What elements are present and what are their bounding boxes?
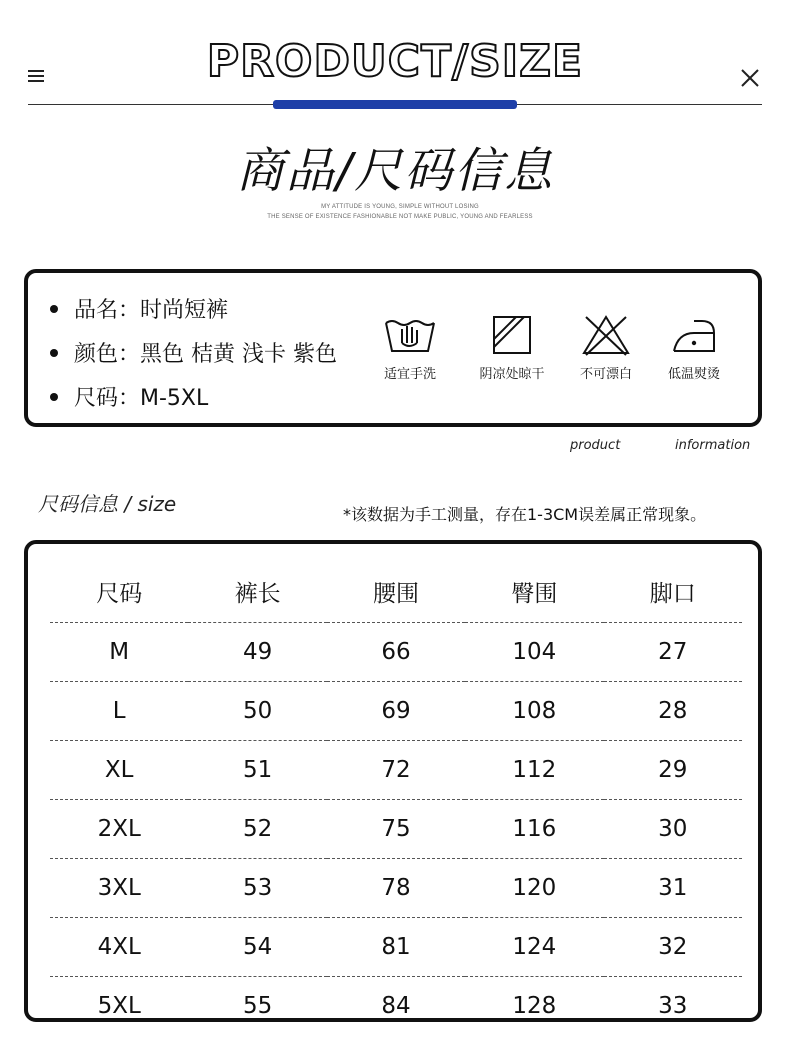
- bullet-icon: [50, 349, 58, 357]
- table-cell: 116: [465, 800, 603, 859]
- column-header: 尺码: [50, 560, 188, 623]
- table-cell: 33: [658, 993, 688, 1019]
- low-temp-iron-icon: [666, 313, 722, 357]
- product-sizes-item: [50, 381, 208, 412]
- column-header: 裤长: [188, 560, 326, 623]
- table-cell: 104: [465, 623, 603, 682]
- column-header: 腰围: [327, 560, 465, 623]
- care-label: 低温熨烫: [667, 367, 720, 382]
- table-cell: 29: [604, 741, 742, 800]
- product-sizes: 尺码：M-5XL: [74, 386, 209, 411]
- table-cell: 51: [188, 741, 326, 800]
- shade-dry-icon: [484, 313, 540, 357]
- care-label: 不可漂白: [579, 367, 632, 382]
- table-cell: 27: [604, 623, 742, 682]
- table-row: [50, 682, 742, 741]
- table-cell: 66: [327, 623, 465, 682]
- table-cell: M: [50, 623, 188, 682]
- care-label: 阴凉处晾干: [479, 367, 545, 382]
- product-colors-item: [50, 337, 337, 368]
- table-cell: 108: [465, 682, 603, 741]
- product-name: 品名：时尚短裤: [74, 298, 229, 323]
- table-cell: 124: [465, 918, 603, 977]
- table-cell: 128: [512, 993, 557, 1019]
- table-cell: 53: [188, 859, 326, 918]
- section-title: 商品/尺码信息: [235, 143, 555, 199]
- table-cell: 2XL: [50, 800, 188, 859]
- table-cell: 55: [242, 993, 273, 1019]
- tagline-line-2: THE SENSE OF EXISTENCE FASHIONABLE NOT MAKE PUBLIC, YOUNG AND FEARLESS: [267, 214, 533, 220]
- care-no-bleach: [566, 313, 646, 382]
- table-row: [50, 918, 742, 977]
- table-cell: 3XL: [50, 859, 188, 918]
- column-header: 臀围: [465, 560, 603, 623]
- page-title: PRODUCT/SIZE: [206, 36, 584, 87]
- table-cell: 69: [327, 682, 465, 741]
- table-cell: 54: [188, 918, 326, 977]
- table-cell: 28: [604, 682, 742, 741]
- table-cell: L: [50, 682, 188, 741]
- product-name-item: [50, 293, 228, 324]
- care-hand-wash: [370, 313, 450, 382]
- table-cell: 4XL: [50, 918, 188, 977]
- measurement-note: *该数据为手工测量，存在1-3CM误差属正常现象。: [343, 505, 707, 524]
- table-cell: 52: [188, 800, 326, 859]
- size-heading: 尺码信息 / size: [38, 492, 177, 516]
- table-cell: 72: [327, 741, 465, 800]
- table-cell: 31: [604, 859, 742, 918]
- no-bleach-icon: [578, 313, 634, 357]
- table-cell: 78: [327, 859, 465, 918]
- table-row: [50, 800, 742, 859]
- table-cell: XL: [50, 741, 188, 800]
- size-table-card: [24, 540, 762, 1022]
- table-cell: 81: [327, 918, 465, 977]
- table-cell: 30: [604, 800, 742, 859]
- table-cell: 112: [465, 741, 603, 800]
- size-table: [50, 560, 742, 1035]
- table-row: [50, 741, 742, 800]
- table-cell: 120: [465, 859, 603, 918]
- table-cell: 50: [188, 682, 326, 741]
- care-low-iron: [654, 313, 734, 382]
- hand-wash-icon: [382, 313, 438, 357]
- product-colors: 颜色：黑色 桔黄 浅卡 紫色: [74, 342, 337, 367]
- close-icon[interactable]: [738, 66, 762, 90]
- bullet-icon: [50, 393, 58, 401]
- care-label: 适宜手洗: [383, 367, 436, 382]
- caption-information: information: [675, 438, 751, 453]
- table-row: [50, 859, 742, 918]
- table-header-row: [50, 560, 742, 623]
- table-cell: 75: [327, 800, 465, 859]
- tagline-line-1: MY ATTITUDE IS YOUNG, SIMPLE WITHOUT LOSING: [321, 204, 479, 210]
- table-row: [50, 623, 742, 682]
- table-cell: 32: [604, 918, 742, 977]
- table-cell: 5XL: [97, 993, 141, 1019]
- caption-product: product: [570, 438, 621, 453]
- table-cell: 84: [381, 993, 411, 1019]
- table-cell: 49: [188, 623, 326, 682]
- header-accent-bar: [273, 100, 517, 109]
- table-row: [50, 977, 742, 1036]
- product-info-card: [24, 269, 762, 427]
- column-header: 脚口: [604, 560, 742, 623]
- bullet-icon: [50, 305, 58, 313]
- care-shade-dry: [472, 313, 552, 382]
